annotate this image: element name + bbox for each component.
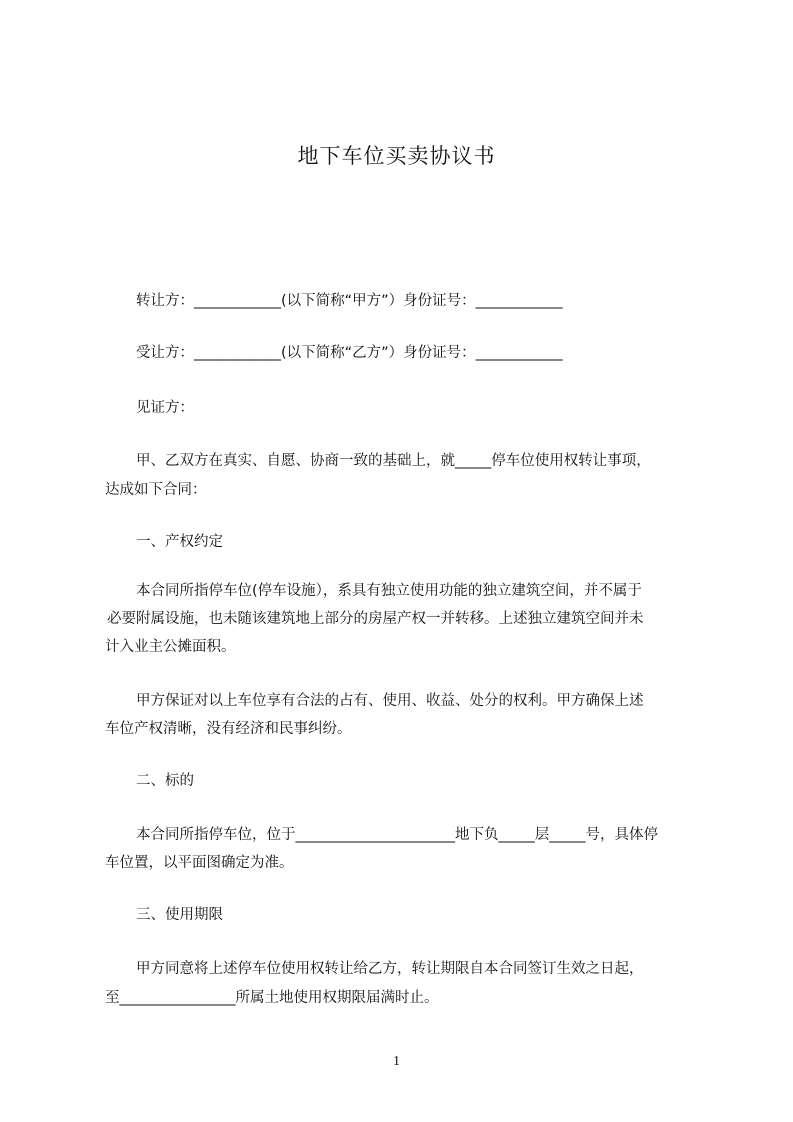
section1-para2-line-1: 甲方保证对以上车位享有合法的占有、使用、收益、处分的权利。甲方确保上述 [136, 693, 644, 709]
section1-heading: 一、产权约定 [136, 534, 223, 550]
section2-para-line-2: 车位置，以平面图确定为准。 [105, 855, 294, 871]
transferee-line: 受让方：____________(以下简称“乙方”）身份证号：____________ [136, 345, 563, 361]
section1-para2-line-2: 车位产权清晰，没有经济和民事纠纷。 [105, 721, 352, 737]
section1-para1-line-1: 本合同所指停车位(停车设施），系具有独立使用功能的独立建筑空间，并不属于 [136, 583, 642, 599]
section1-para1-line-3: 计入业主公摊面积。 [105, 639, 236, 655]
preamble-line-1: 甲、乙双方在真实、自愿、协商一致的基础上，就_____停车位使用权转让事项， [136, 453, 651, 469]
preamble-line-2: 达成如下合同： [105, 482, 207, 498]
section3-para-line-2: 至________________所属土地使用权期限届满时止。 [105, 990, 439, 1006]
section2-para-line-1: 本合同所指停车位，位于______________________地下负_____层_____号，具体停 [136, 827, 658, 843]
page-number: 1 [393, 1054, 400, 1069]
section3-heading: 三、使用期限 [136, 907, 223, 923]
witness-line: 见证方： [136, 400, 194, 416]
section1-para1-line-2: 必要附属设施，也未随该建筑地上部分的房屋产权一并转移。上述独立建筑空间并未 [107, 611, 644, 627]
section3-para-line-1: 甲方同意将上述停车位使用权转让给乙方，转让期限自本合同签订生效之日起， [136, 961, 644, 977]
document-title: 地下车位买卖协议书 [297, 144, 496, 168]
transferor-line: 转让方：____________(以下简称“甲方”）身份证号：____________ [136, 293, 563, 309]
section2-heading: 二、标的 [136, 773, 194, 789]
